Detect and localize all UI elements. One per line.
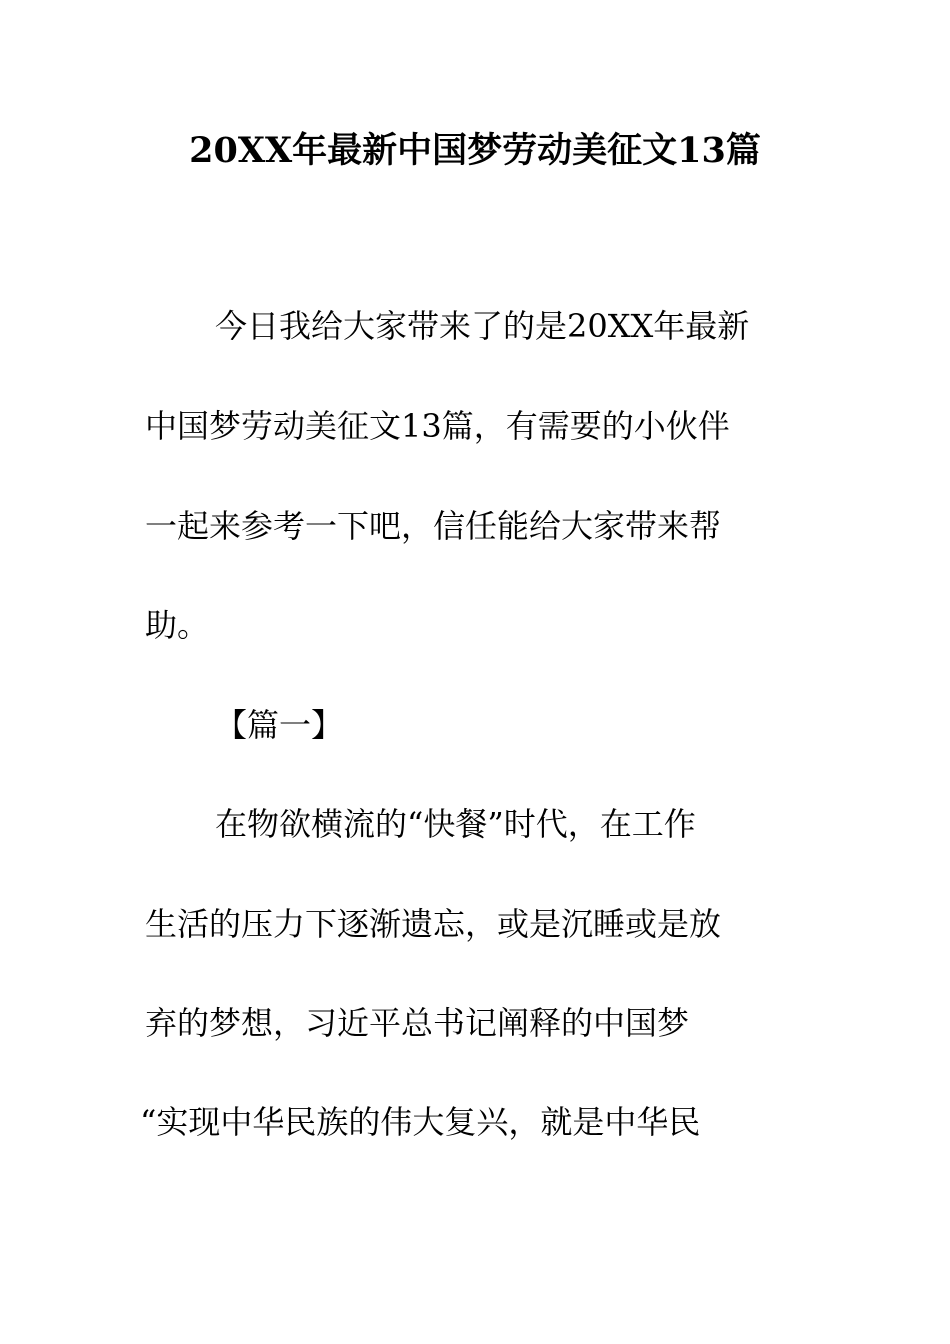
body-line-4: “实现中华民族的伟大复兴，就是中华民 bbox=[140, 1103, 701, 1141]
section-heading: 【篇一】 bbox=[215, 706, 344, 744]
intro-line-3: 一起来参考一下吧，信任能给大家带来帮 bbox=[145, 507, 722, 545]
intro-line-1: 今日我给大家带来了的是20XX年最新 bbox=[215, 307, 750, 345]
document-title: 20XX年最新中国梦劳动美征文13篇 bbox=[189, 130, 761, 171]
intro-line-4: 助。 bbox=[145, 606, 210, 644]
body-line-1: 在物欲横流的“快餐”时代，在工作 bbox=[215, 805, 696, 843]
body-line-2: 生活的压力下逐渐遗忘，或是沉睡或是放 bbox=[145, 905, 722, 943]
intro-line-2: 中国梦劳动美征文13篇，有需要的小伙伴 bbox=[145, 407, 730, 445]
body-line-3: 弃的梦想，习近平总书记阐释的中国梦 bbox=[145, 1004, 690, 1042]
